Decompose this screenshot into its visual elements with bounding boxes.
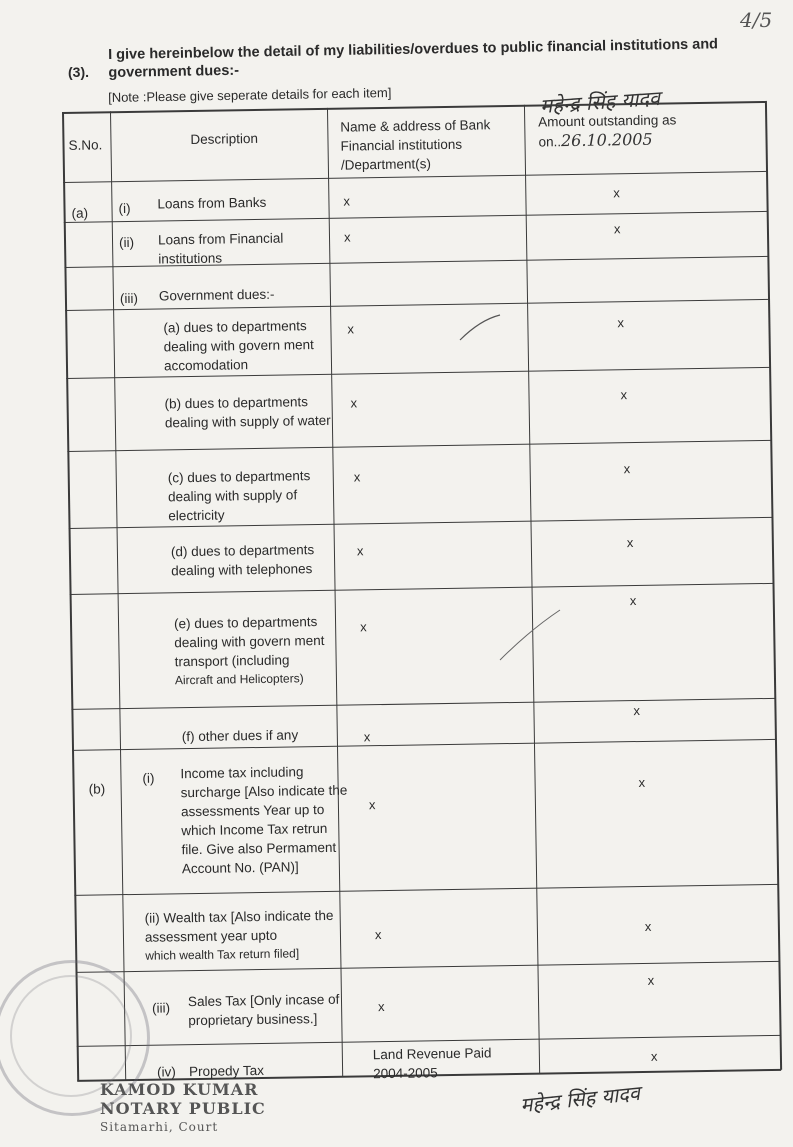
notary-stamp-inner bbox=[10, 975, 132, 1097]
row-a-iii-c-name: x bbox=[353, 469, 361, 485]
row-b-i-num: (i) bbox=[142, 770, 155, 786]
row-b-ii-name: x bbox=[374, 927, 382, 943]
header-amount bbox=[538, 109, 759, 151]
notary-place: Sitamarhi, Court bbox=[100, 1120, 219, 1134]
row-b-i-desc: Income tax including surcharge [Also indicate the assessments Year up to which Income Tax retrun file. Give also Permament Account No. (PAN)] bbox=[180, 764, 348, 877]
row-a-i-desc: Loans from Banks bbox=[157, 194, 267, 212]
row-a-iii-b-amount: x bbox=[620, 387, 628, 403]
notary-name: KAMOD KUMAR bbox=[100, 1080, 259, 1099]
intro-statement: I give hereinbelow the detail of my liabilities/overdues to public financial institutions and government dues:- bbox=[108, 36, 719, 81]
row-a-ii-amount: x bbox=[613, 221, 621, 237]
table-border-left bbox=[62, 112, 79, 1081]
row-divider bbox=[74, 884, 778, 896]
row-b-label: (b) bbox=[88, 781, 106, 797]
signature-bottom: महेन्द्र सिंह यादव bbox=[519, 1080, 641, 1118]
row-b-iii-desc: Sales Tax [Only incase of proprietary business.] bbox=[187, 991, 340, 1029]
row-a-iii-b-desc: (b) dues to departments dealing with supply of water bbox=[164, 394, 331, 431]
header-description: Description bbox=[190, 130, 259, 147]
row-b-ii-desc bbox=[145, 906, 346, 966]
row-a-iii-f-name: x bbox=[363, 729, 371, 745]
row-a-iii-e-desc bbox=[174, 612, 340, 691]
pen-marks bbox=[440, 300, 580, 720]
row-b-i-name: x bbox=[368, 797, 376, 813]
row-a-iii-d-name: x bbox=[356, 543, 364, 559]
row-a-iii-e-name: x bbox=[360, 619, 367, 635]
row-b-iv-desc: Propedy Tax bbox=[188, 1062, 265, 1080]
note-text: [Note :Please give seperate details for each item] bbox=[108, 85, 392, 105]
notary-title: NOTARY PUBLIC bbox=[100, 1099, 266, 1118]
row-b-iii-amount: x bbox=[647, 972, 655, 988]
liabilities-table bbox=[62, 101, 781, 1082]
row-divider bbox=[71, 698, 775, 710]
row-a-i-amount: x bbox=[613, 185, 620, 201]
row-b-iv-amount: x bbox=[650, 1048, 658, 1064]
row-a-ii-desc: Loans from Financial institutions bbox=[157, 230, 284, 267]
page-number: 4/5 bbox=[740, 8, 773, 32]
row-a-label: (a) bbox=[71, 205, 89, 221]
row-a-i-name: x bbox=[343, 193, 351, 209]
row-b-i-amount: x bbox=[638, 774, 646, 791]
row-b-iv-num: (iv) bbox=[156, 1064, 176, 1080]
row-a-iii-a-desc: (a) dues to departments dealing with govern ment accomodation bbox=[163, 318, 314, 374]
row-divider bbox=[72, 739, 776, 751]
amount-date: 26.10.2005 bbox=[560, 129, 653, 151]
row-b-iii-name: x bbox=[377, 999, 385, 1015]
row-b-ii-amount: x bbox=[644, 918, 652, 934]
row-a-ii-num: (ii) bbox=[118, 234, 135, 251]
row-a-iii-num: (iii) bbox=[119, 290, 139, 307]
header-amount-label: Amount outstanding as on.. bbox=[538, 112, 677, 150]
row-divider bbox=[70, 583, 774, 595]
signature-top: महेन्द्र सिंह यादव bbox=[539, 85, 661, 119]
row-a-iii-b-name: x bbox=[350, 395, 358, 411]
table-border-right bbox=[765, 101, 782, 1070]
row-a-iii-desc: Government dues:- bbox=[158, 286, 275, 304]
item-number: (3). bbox=[68, 64, 89, 80]
row-a-iii-a-amount: x bbox=[617, 315, 624, 331]
row-b-iii-num: (iii) bbox=[151, 1000, 171, 1016]
row-a-iii-c-amount: x bbox=[623, 461, 631, 477]
row-a-iii-d-desc: (d) dues to departments dealing with telephones bbox=[170, 542, 315, 579]
row-a-iii-e-line1: (e) dues to departments dealing with govern ment transport (including bbox=[173, 614, 325, 670]
row-a-iii-f-desc: (f) other dues if any bbox=[181, 727, 299, 745]
row-a-i-num: (i) bbox=[118, 200, 131, 217]
row-a-iii-c-desc: (c) dues to departments dealing with supply of electricity bbox=[167, 468, 311, 524]
row-a-ii-name: x bbox=[343, 229, 351, 245]
row-a-iii-f-amount: x bbox=[633, 702, 641, 719]
header-sno: S.No. bbox=[68, 137, 103, 153]
row-a-iii-e-line2: Aircraft and Helicopters) bbox=[174, 671, 304, 688]
notary-block bbox=[100, 1080, 266, 1137]
col-divider-sno bbox=[110, 111, 126, 1080]
row-b-ii-line2: which wealth Tax return filed] bbox=[145, 946, 300, 963]
row-a-iii-d-amount: x bbox=[626, 535, 634, 551]
row-a-iii-a-name: x bbox=[347, 321, 355, 337]
row-divider bbox=[67, 440, 771, 452]
row-b-iv-name: Land Revenue Paid 2004-2005 bbox=[372, 1045, 492, 1082]
row-b-ii-line1: (ii) Wealth tax [Also indicate the assessment year upto bbox=[144, 907, 334, 945]
row-a-iii-e-amount: x bbox=[629, 593, 637, 609]
header-name-address: Name & address of Bank Financial institutions /Department(s) bbox=[340, 117, 491, 173]
